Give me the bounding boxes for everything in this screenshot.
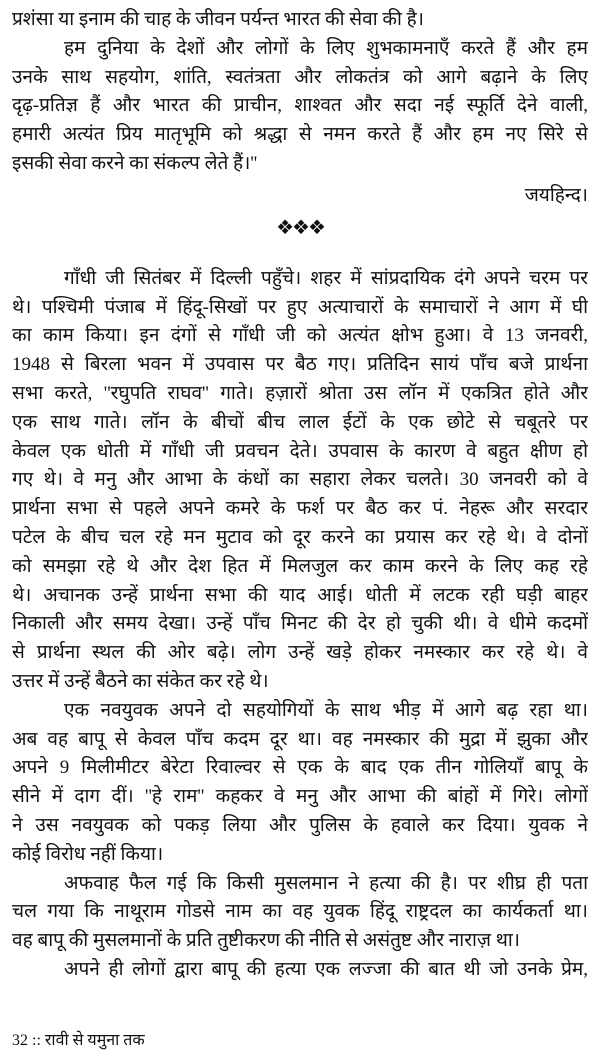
section-divider-ornament: ❖❖❖ (276, 216, 324, 239)
text-line: अफवाह फैल गई कि किसी मुसलमान ने हत्या की है। पर शीघ्र ही पता (64, 872, 588, 894)
paragraph (12, 35, 588, 179)
text-line: चल गया कि नाथूराम गोडसे नाम का वह युवक हिंदू राष्ट्रदल का कार्यकर्ता था। (12, 901, 588, 923)
text-line: उनके साथ सहयोग, शांति, स्वतंत्रता और लोकतंत्र को आगे बढ़ाने के लिए (12, 66, 588, 88)
text-line: ने उस नवयुवक को पकड़ लिया और पुलिस के हवाले कर दिया। युवक ने (12, 814, 588, 836)
page-body (12, 6, 588, 985)
text-line: सीने में दाग दीं। ''हे राम'' कहकर वे मनु और आभा की बांहों में गिरे। लोगों (12, 786, 588, 808)
text-line: गए थे। वे मनु और आभा के कंधों का सहारा लेकर चलते। 30 जनवरी को वे (12, 469, 588, 491)
text-line: कोई विरोध नहीं किया। (12, 843, 164, 865)
text-line: प्रशंसा या इनाम की चाह के जीवन पर्यन्त भारत की सेवा की है। (12, 9, 424, 30)
text-line: प्रार्थना सभा से पहले अपने कमरे के फर्श पर बैठ कर पं. नेहरू और सरदार (12, 498, 588, 520)
paragraph (12, 870, 588, 956)
signoff: जयहिन्द। (524, 184, 588, 206)
text-line: अपने 9 मिलीमीटर बेरेटा रिवाल्वर से एक के बाद एक तीन गोलियाँ बापू के (12, 757, 588, 779)
text-line: हमारी अत्यंत प्रिय मातृभूमि को श्रद्धा से नमन करते हैं और हम नए सिरे से (12, 124, 588, 146)
text-line: को समझा रहे थे और देश हित में मिलजुल कर काम करने के लिए कह रहे (12, 555, 588, 577)
paragraph (12, 697, 588, 870)
text-line: थे। अचानक उन्हें प्रार्थना सभा की याद आई। धोती में लटक रही घड़ी बाहर (12, 584, 588, 606)
text-line: एक नवयुवक अपने दो सहयोगियों के साथ भीड़ में आगे बढ़ रहा था। (64, 699, 588, 721)
text-line: उत्तर में उन्हें बैठने का संकेत कर रहे थे। (12, 670, 269, 692)
text-line: केवल एक धोती में गाँधी जी प्रवचन देते। उपवास के कारण वे बहुत क्षीण हो (12, 440, 588, 462)
section-gandhi-narrative (12, 265, 588, 985)
text-line: से प्रार्थना स्थल की ओर बढ़े। लोग उन्हें खड़े होकर नमस्कार कर रहे थे। वे (12, 642, 588, 664)
text-line: हम दुनिया के देशों और लोगों के लिए शुभकामनाएँ करते हैं और हम (64, 37, 588, 59)
page-footer: 32 :: रावी से यमुना तक (12, 1032, 145, 1049)
section-closing-speech (12, 6, 588, 179)
text-line: थे। पश्चिमी पंजाब में हिंदू-सिखों पर हुए अत्याचारों के समाचारों ने आग में घी (12, 296, 588, 318)
text-line: अब वह बापू से केवल पाँच कदम दूर था। वह नमस्कार की मुद्रा में झुका और (12, 728, 588, 750)
paragraph (12, 956, 588, 985)
paragraph (12, 265, 588, 697)
text-line: निकाली और समय देखा। उन्हें पाँच मिनट की देर हो चुकी थी। वे धीमे कदमों (12, 613, 588, 635)
text-line: पटेल के बीच चल रहे मन मुटाव को दूर करने का प्रयास कर रहे थे। वे दोनों (12, 526, 588, 548)
text-line: का काम किया। इन दंगों से गाँधी जी को अत्यंत क्षोभ हुआ। वे 13 जनवरी, (12, 325, 588, 347)
text-line: इसकी सेवा करने का संकल्प लेते हैं।'' (12, 152, 258, 174)
text-line: 1948 से बिरला भवन में उपवास पर बैठ गए। प्रतिदिन सायं पाँच बजे प्रार्थना (12, 354, 588, 376)
text-line: सभा करते, ''रघुपति राघव'' गाते। हज़ारों श्रोता उस लॉन में एकत्रित होते और (12, 382, 588, 404)
text-line: दृढ़-प्रतिज्ञ हैं और भारत की प्राचीन, शाश्वत और सदा नई स्फूर्ति देने वाली, (12, 95, 588, 117)
paragraph (12, 6, 588, 35)
text-line: एक साथ गाते। लॉन के बीचों बीच लाल ईटों के एक छोटे से चबूतरे पर (12, 411, 588, 433)
text-line: अपने ही लोगों द्वारा बापू की हत्या एक लज्जा की बात थी जो उनके प्रेम, (64, 958, 588, 980)
text-line: वह बापू की मुसलमानों के प्रति तुष्टीकरण की नीति से असंतुष्ट और नाराज़ था। (12, 930, 521, 952)
text-line: गाँधी जी सितंबर में दिल्ली पहुँचे। शहर में सांप्रदायिक दंगे अपने चरम पर (64, 267, 588, 289)
